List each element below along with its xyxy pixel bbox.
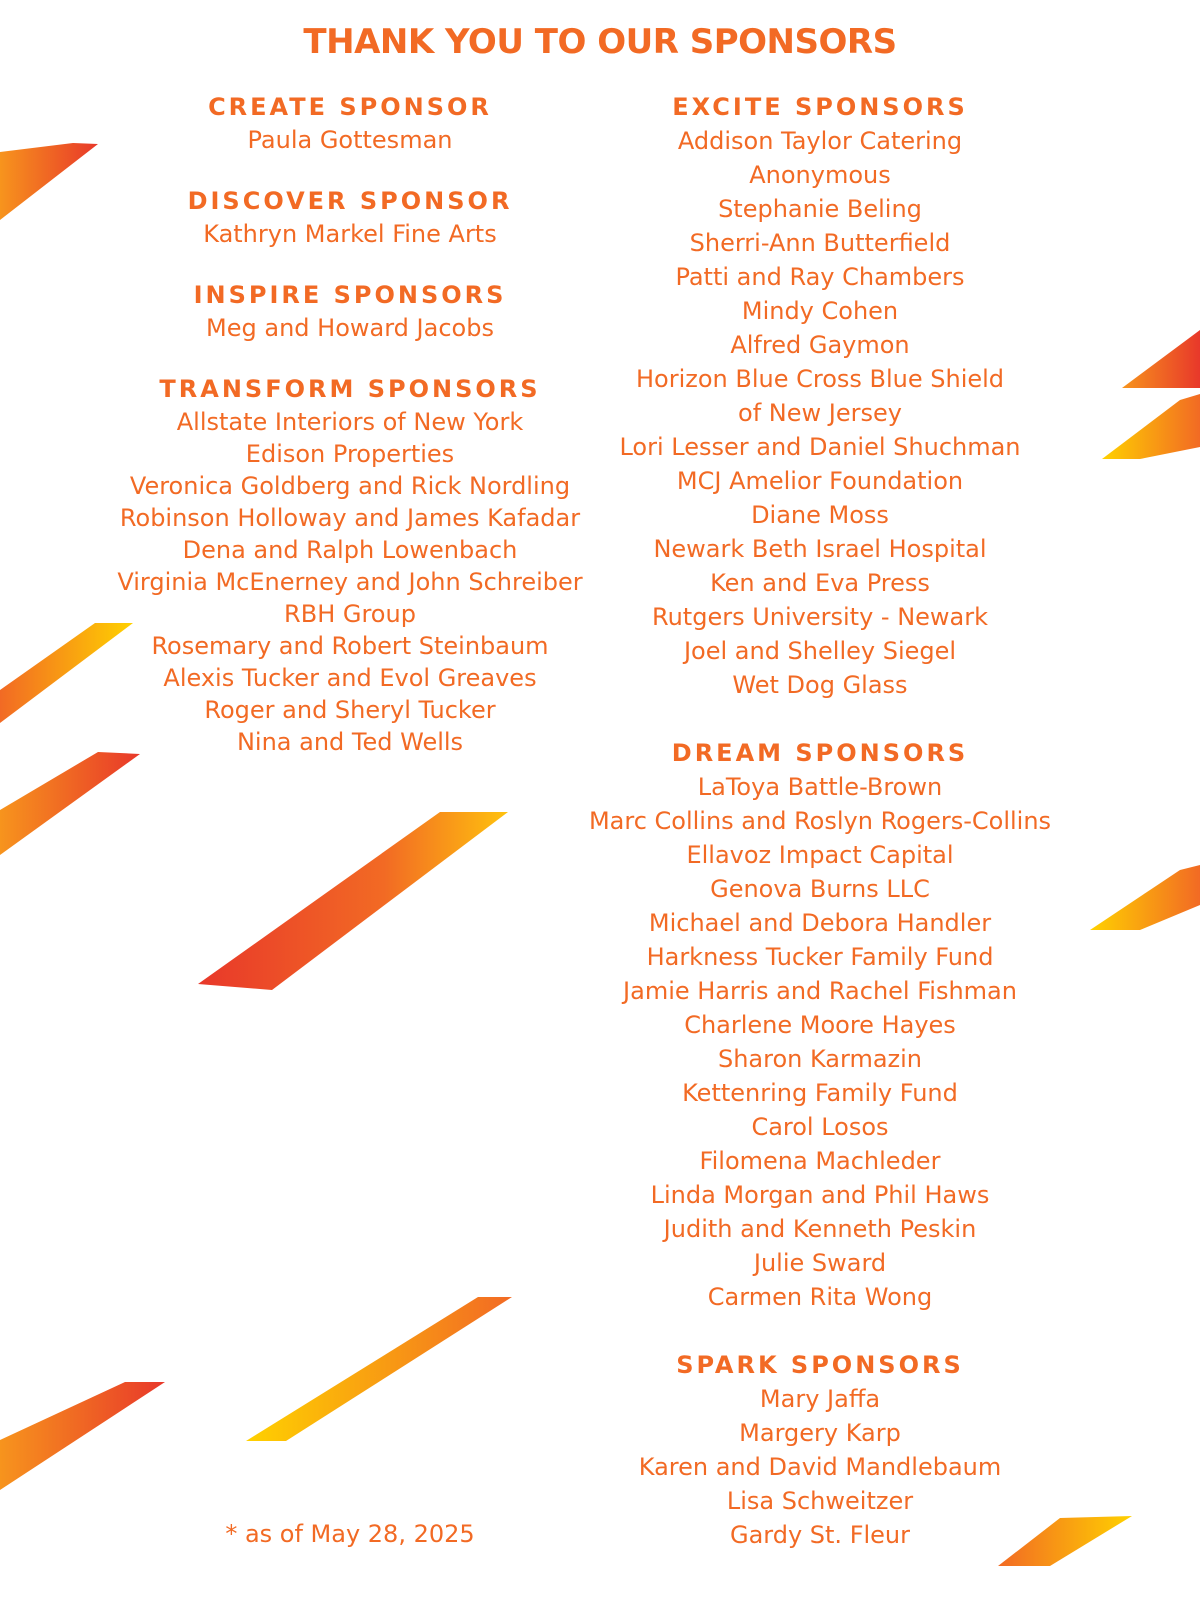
sponsor-name: Genova Burns LLC [710,875,930,903]
sponsor-name: Margery Karp [739,1419,901,1447]
sponsor-name: Charlene Moore Hayes [684,1011,956,1039]
left-column [60,90,640,758]
section-heading: DISCOVER SPONSOR [187,187,513,215]
sponsor-name: Kettenring Family Fund [682,1079,958,1107]
sponsor-name: Lisa Schweitzer [726,1487,914,1515]
sponsor-name: Carol Losos [751,1113,889,1141]
stripe-center-2 [246,1297,512,1441]
sponsor-name: Linda Morgan and Phil Haws [650,1181,990,1209]
spark-sponsors-section [560,1348,1080,1552]
sponsor-name: Horizon Blue Cross Blue Shield [635,365,1005,393]
sponsor-name: Wet Dog Glass [732,671,908,699]
dream-sponsors-section [560,736,1080,1314]
sponsor-name: Karen and David Mandlebaum [638,1453,1002,1481]
create-sponsor-section [60,90,640,156]
section-heading: INSPIRE SPONSORS [193,281,507,309]
page-title: THANK YOU TO OUR SPONSORS [303,22,897,62]
sponsor-name: LaToya Battle-Brown [697,773,943,801]
sponsor-name: Julie Sward [753,1249,887,1277]
sponsor-name: Virginia McEnerney and John Schreiber [117,568,583,596]
right-column [560,90,1080,1552]
sponsor-name: Rutgers University - Newark [651,603,989,631]
sponsor-name: Robinson Holloway and James Kafadar [119,504,581,532]
sponsor-name: Lori Lesser and Daniel Shuchman [619,433,1021,461]
sponsor-name: Alfred Gaymon [730,331,910,359]
sponsor-name: MCJ Amelior Foundation [676,467,964,495]
sponsor-name: Harkness Tucker Family Fund [646,943,994,971]
section-heading: DREAM SPONSORS [671,739,969,767]
sponsor-name: Gardy St. Fleur [729,1521,911,1549]
sponsor-name: Jamie Harris and Rachel Fishman [623,977,1017,1005]
sponsor-name: Allstate Interiors of New York [176,408,524,436]
sponsor-name: Kathryn Markel Fine Arts [203,220,497,248]
sponsor-name: Newark Beth Israel Hospital [653,535,987,563]
sponsor-name: Meg and Howard Jacobs [206,314,494,342]
sponsor-name: Veronica Goldberg and Rick Nordling [129,472,571,500]
stripe-right-1 [1122,330,1200,388]
sponsor-name: Diane Moss [751,501,889,529]
sponsor-name: Sharon Karmazin [717,1045,923,1073]
sponsor-name: Paula Gottesman [247,126,453,154]
section-heading: EXCITE SPONSORS [672,93,968,121]
sponsor-name: Mindy Cohen [741,297,899,325]
sponsor-name: Marc Collins and Roslyn Rogers-Collins [588,807,1052,835]
sponsor-name: Ken and Eva Press [710,569,930,597]
section-heading: SPARK SPONSORS [676,1351,964,1379]
sponsor-name: Anonymous [749,161,891,189]
sponsor-name: Dena and Ralph Lowenbach [182,536,518,564]
sponsor-name: Edison Properties [245,440,455,468]
sponsor-name: Rosemary and Robert Steinbaum [151,632,549,660]
sponsor-name: Joel and Shelley Siegel [683,637,957,665]
stripe-center-1 [198,812,508,990]
inspire-sponsors-section [60,278,640,344]
section-heading: TRANSFORM SPONSORS [159,375,541,403]
sponsor-name: Ellavoz Impact Capital [686,841,954,869]
sponsor-name: Alexis Tucker and Evol Greaves [163,664,537,692]
sponsor-name: Judith and Kenneth Peskin [663,1215,977,1243]
discover-sponsor-section [60,184,640,250]
sponsor-name: Michael and Debora Handler [648,909,992,937]
sponsor-name: Sherri-Ann Butterfield [689,229,951,257]
sponsor-name: RBH Group [284,600,416,628]
stripe-right-2 [1102,394,1200,459]
sponsor-name: of New Jersey [738,399,902,427]
section-heading: CREATE SPONSOR [208,93,492,121]
sponsor-name: Addison Taylor Catering [677,127,963,155]
stripe-right-3 [1090,865,1200,930]
sponsor-name: Patti and Ray Chambers [675,263,965,291]
sponsor-name: Filomena Machleder [699,1147,941,1175]
sponsor-name: Stephanie Beling [718,195,922,223]
stripe-bottom-left [0,1382,165,1490]
excite-sponsors-section [560,90,1080,702]
sponsor-name: Nina and Ted Wells [236,728,464,756]
footnote: * as of May 28, 2025 [225,1520,475,1548]
sponsor-name: Carmen Rita Wong [707,1283,933,1311]
stripe-mid-left-2 [0,752,140,855]
sponsor-name: Roger and Sheryl Tucker [204,696,496,724]
transform-sponsors-section [60,372,640,758]
sponsor-name: Mary Jaffa [759,1385,881,1413]
